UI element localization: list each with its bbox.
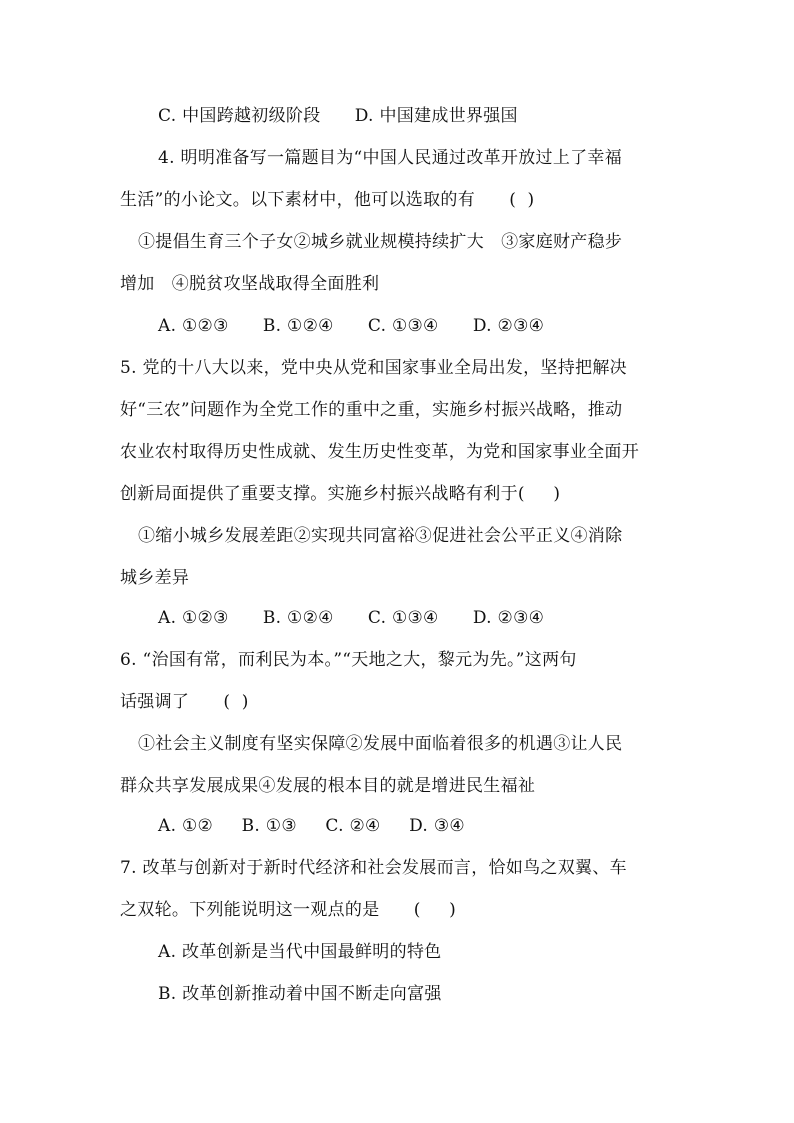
- q5-statements-line-1: ①缩小城乡发展差距②实现共同富裕③促进社会公平正义④消除: [138, 526, 623, 546]
- q6-statements-line-1: ①社会主义制度有坚实保障②发展中面临着很多的机遇③让人民: [138, 734, 623, 754]
- q7-option-b: B. 改革创新推动着中国不断走向富强: [158, 984, 442, 1004]
- q5-stem-line-3: 农业农村取得历史性成就、发生历史性变革，为党和国家事业全面开: [120, 442, 639, 462]
- q6-stem-line-1: 6. “治国有常，而利民为本。”“天地之大，黎元为先。”这两句: [120, 650, 577, 670]
- q7-option-a: A. 改革创新是当代中国最鲜明的特色: [158, 942, 442, 962]
- q4-options: A. ①②③ B. ①②④ C. ①③④ D. ②③④: [158, 316, 545, 336]
- q4-stem-line-2: 生活”的小论文。以下素材中，他可以选取的有 ( ): [120, 190, 535, 210]
- q5-statements-line-2: 城乡差异: [120, 568, 190, 588]
- q6-stem-line-2: 话强调了 ( ): [120, 692, 249, 712]
- q4-statements-line-1: ①提倡生育三个子女②城乡就业规模持续扩大 ③家庭财产稳步: [138, 232, 623, 252]
- q4-statements-line-2: 增加 ④脱贫攻坚战取得全面胜利: [120, 274, 380, 294]
- q5-stem-line-2: 好“三农”问题作为全党工作的重中之重，实施乡村振兴战略，推动: [120, 400, 623, 420]
- q6-options: A. ①② B. ①③ C. ②④ D. ③④: [158, 816, 465, 836]
- q6-statements-line-2: 群众共享发展成果④发展的根本目的就是增进民生福祉: [120, 776, 536, 796]
- q5-stem-line-4: 创新局面提供了重要支撑。实施乡村振兴战略有利于( ): [120, 484, 561, 504]
- q5-stem-line-1: 5. 党的十八大以来，党中央从党和国家事业全局出发，坚持把解决: [120, 358, 627, 378]
- q5-options: A. ①②③ B. ①②④ C. ①③④ D. ②③④: [158, 608, 545, 628]
- q7-stem-line-1: 7. 改革与创新对于新时代经济和社会发展而言，恰如鸟之双翼、车: [120, 858, 627, 878]
- q4-stem-line-1: 4. 明明准备写一篇题目为“中国人民通过改革开放过上了幸福: [158, 148, 623, 168]
- q7-stem-line-2: 之双轮。下列能说明这一观点的是 ( ): [120, 900, 457, 920]
- q3-options-cd: C. 中国跨越初级阶段 D. 中国建成世界强国: [158, 106, 518, 126]
